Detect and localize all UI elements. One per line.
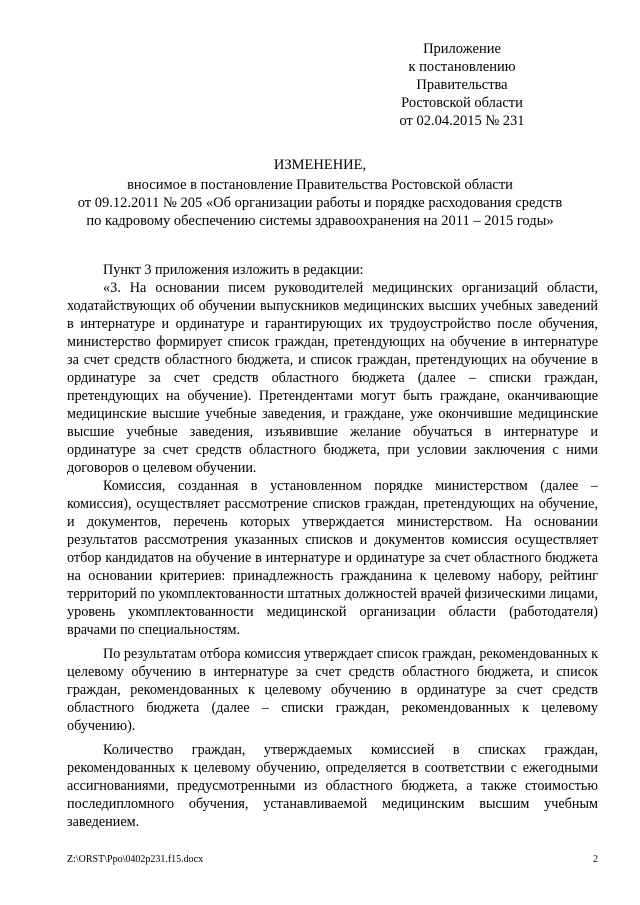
appendix-line: к постановлению [408,59,516,75]
body-paragraph: Комиссия, созданная в установленном порядке министерством (далее – комиссия), осуществляет рассмотрение списков граждан, претендующих на обучение, и документов, перечень которых утверждается министерством. На основании результатов рассмотрения указанных списков и документов комиссия осуществляет отбор кандидатов на обучение в интернатуре и ординатуре за счет областного бюджета на основании критериев: принадлежность гражданина к целевому набору, рейтинг территорий по укомплектованности штатных должностей врачей физическими лицами, уровень укомплектованности медицинской организации области (работодателя) врачами по специальностям. [67,478,598,638]
page-number: 2 [593,854,598,865]
document-body [67,261,598,831]
body-paragraph: «3. На основании писем руководителей медицинских организаций области, ходатайствующих об обучении выпускников медицинских высших учебных заведений в интернатуре и ординатуре и гарантирующих их трудоустройство после обучения, министерство формирует список граждан, претендующих на обучение в интернатуре за счет средств областного бюджета, и список граждан, претендующих на обучение в ординатуре за счет средств областного бюджета (далее – списки граждан, претендующих на обучение). Претендентами могут быть граждане, оканчивающие медицинские высшие учебные заведения, и граждане, уже окончившие медицинские высшие учебные заведения, изъявившие желание обучаться в интернатуре и ординатуре за счет средств областного бюджета, при условии заключения с ними договоров о целевом обучении. [67,280,598,476]
heading-title: ИЗМЕНЕНИЕ, [273,157,367,173]
body-paragraph: По результатам отбора комиссия утверждает список граждан, рекомендованных к целевому обучению в интернатуре за счет средств областного бюджета, и список граждан, рекомендованных к целевому обучению в ординатуре за счет средств областного бюджета (далее – списки граждан, рекомендованных к целевому обучению). [67,646,598,734]
document-heading [40,156,600,230]
body-paragraph: Количество граждан, утверждаемых комиссией в списках граждан, рекомендованных к целевому обучению, определяется в соответствии с ежегодными ассигнованиями, предусмотренными из областного бюджета, а также стоимостью последипломного обучения, устанавливаемой медицинским высшим учебным заведением. [67,742,598,830]
heading-subtitle-line: вносимое в постановление Правительства Ростовской области [127,177,513,193]
appendix-line: Правительства [416,77,508,93]
intro-paragraph: Пункт 3 приложения изложить в редакции: [103,262,364,278]
appendix-date-line: от 02.04.2015 № 231 [399,113,525,129]
appendix-block [352,40,572,130]
appendix-line: Приложение [423,41,501,57]
file-path: Z:\ORST\Ppo\0402p231.f15.docx [67,854,204,865]
heading-subtitle-line: по кадровому обеспечению системы здравоохранения на 2011 – 2015 годы» [86,213,554,229]
appendix-line: Ростовской области [401,95,523,111]
heading-subtitle-line: от 09.12.2011 № 205 «Об организации работы и порядке расходования средств [77,195,563,211]
